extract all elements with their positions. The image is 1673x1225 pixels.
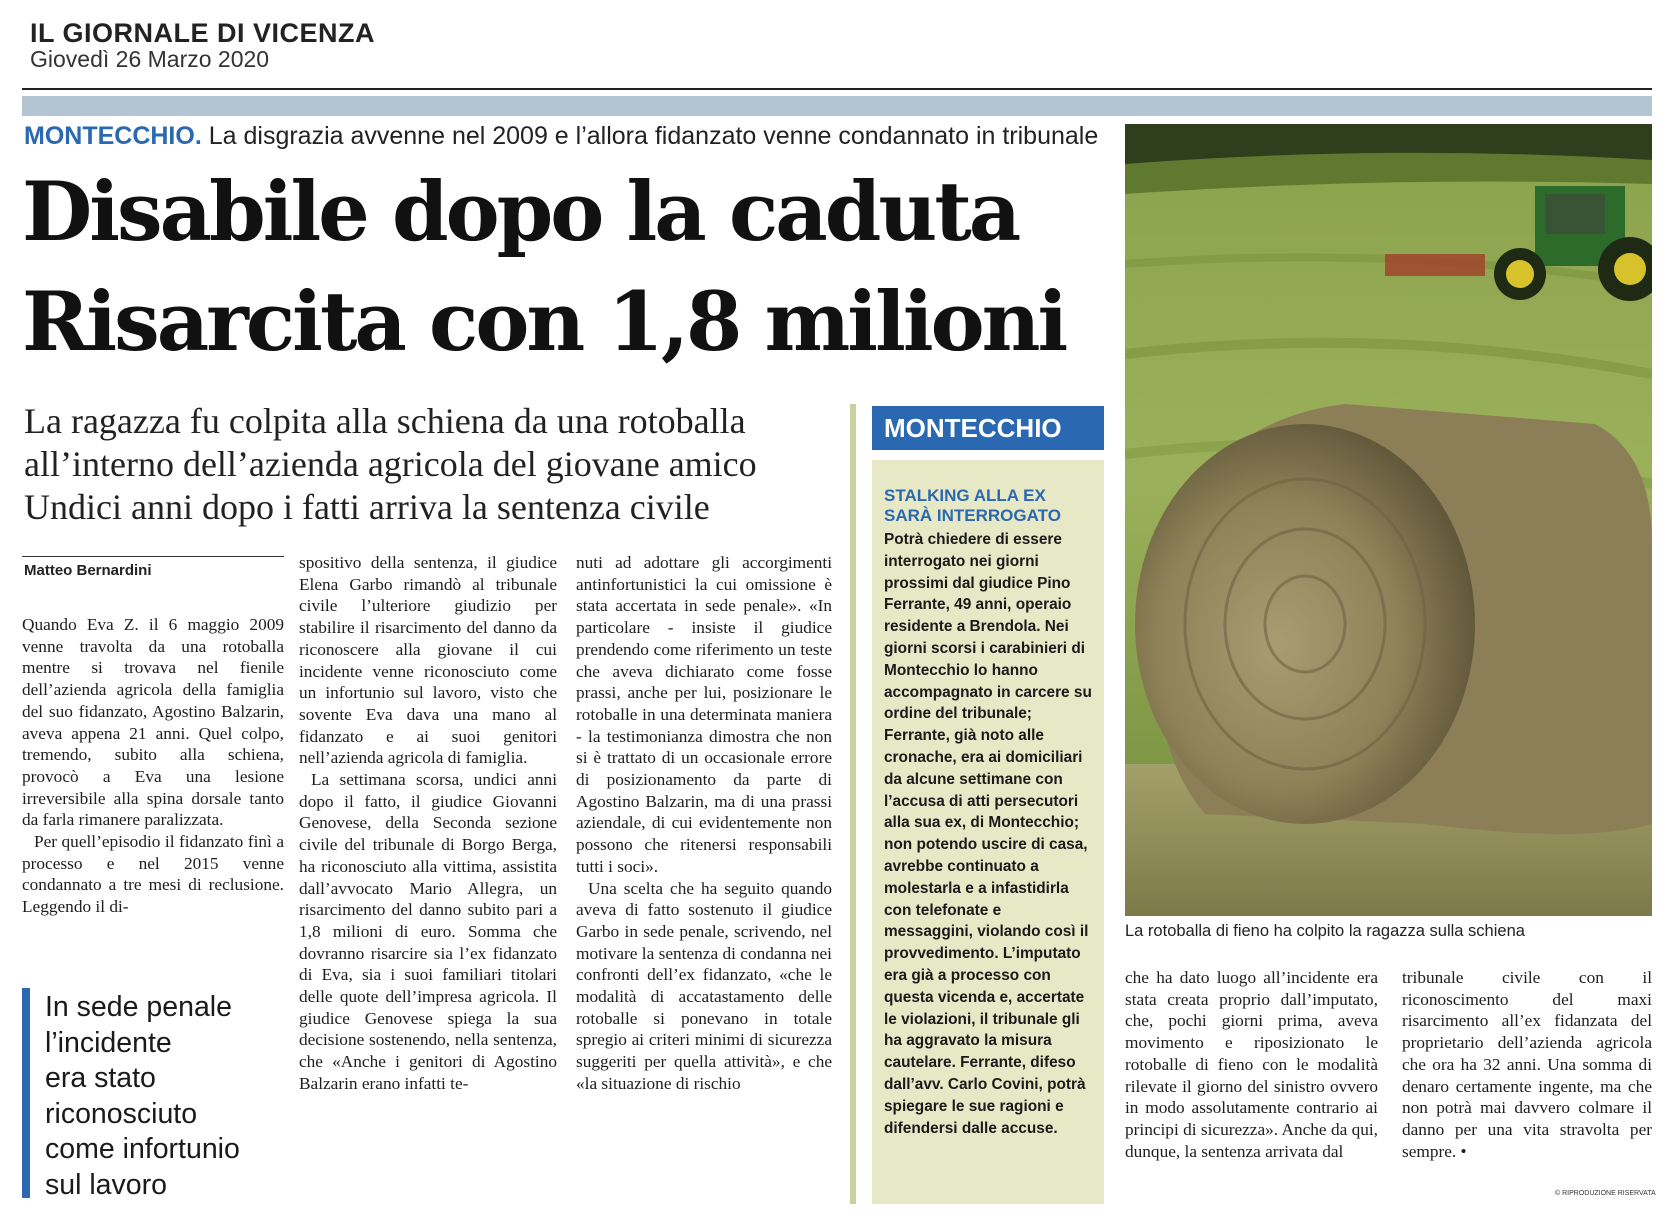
paragraph: nuti ad adottare gli accorgimenti antinfortunistici la cui omissione è stata accertata in sede penale». «In particolare - insiste il giudice prendendo come riferimento un teste che aveva dichiarato come fosse prassi, anche per lui, posizionare le rotoballe in una determinata maniera - la testimonianza dimostra che non si è trattato di un occasionale errore di posizionamento da parte di Agostino Balzarin, ma di una prassi aziendale, di cui evidentemente non possono che ritenersi responsabili tutti i soci». (576, 553, 832, 876)
paragraph: La settimana scorsa, undici anni dopo il fatto, il giudice Giovanni Genovese, della Seconda sezione civile del tribunale di Borgo Berga, ha riconosciuto alla vittima, assistita dall’avvocato Mario Allegra, un risarcimento del danno subito pari a 1,8 milioni di euro. Somma che dovranno risarcire sia l’ex fidanzato di Eva, sia i suoi familiari titolari delle quote dell’impresa agricola. Il giudice Genovese spiega la sua decisione sostenendo, nella sentenza, che «Anche i genitori di Agostino Balzarin erano infatti te- (299, 770, 557, 1093)
sidebar-title (884, 486, 1094, 526)
masthead-date: Giovedì 26 Marzo 2020 (30, 46, 270, 72)
pullquote-bar (22, 988, 30, 1198)
pullquote-line: sul lavoro (45, 1168, 167, 1201)
sidebar-box (872, 460, 1104, 1204)
pullquote-line: come infortunio (45, 1133, 240, 1165)
sidebar-title-line: SARÀ INTERROGATO (884, 506, 1061, 525)
deck-line: La ragazza fu colpita alla schiena da una rotoballa (24, 401, 746, 441)
photo-illustration (1125, 124, 1652, 916)
masthead-rule (22, 88, 1652, 90)
pullquote (45, 990, 285, 1203)
kicker-place: MONTECCHIO. (24, 122, 202, 150)
paragraph: spositivo della sentenza, il giudice Elena Garbo rimandò al tribunale civile l’ulteriore giudizio per stabilire il risarcimento del danno da riconoscere alla giovane il cui incidente venne riconosciuto come un infortunio sul lavoro, visto che sovente Eva dava una mano al fidanzato e ai suoi genitori nell’azienda agricola di famiglia. (299, 553, 557, 768)
paragraph: Quando Eva Z. il 6 maggio 2009 venne travolta da una rotoballa mentre si trovava nel fienile dell’azienda agricola della famiglia del suo fidanzato, Agostino Balzarin, aveva appena 21 anni. Quel colpo, tremendo, subito alla schiena, provocò a Eva una lesione irreversibile alla spina dorsale tanto da farla rimanere paralizzata. (22, 615, 284, 830)
copyright-notice: © RIPRODUZIONE RISERVATA (1555, 1190, 1656, 1197)
kicker-text: La disgrazia avvenne nel 2009 e l’allora fidanzato venne condannato in tribunale (201, 122, 1099, 150)
deck-line: all’interno dell’azienda agricola del giovane amico (24, 444, 757, 484)
sidebar-header: MONTECCHIO (872, 406, 1104, 450)
sidebar-title-line: STALKING ALLA EX (884, 486, 1046, 505)
pullquote-line: riconosciuto (45, 1097, 198, 1130)
headline-line: Disabile dopo la caduta (22, 165, 1019, 260)
hay-bale-photo (1125, 124, 1652, 916)
photo-caption: La rotoballa di fieno ha colpito la ragazza sulla schiena (1125, 922, 1525, 940)
paragraph: Una scelta che ha seguito quando aveva di fatto sostenuto il giudice Garbo in sede penale, scrivendo, nel motivare la sentenza di condanna nei confronti dell’ex fidanzato, «che le modalità di accatastamento delle rotoballe si ponevano in totale spregio ai criteri minimi di sicurezza suggeriti per quella attività», e che «la situazione di rischio (576, 878, 832, 1093)
body-column-2 (299, 552, 557, 1202)
masthead-name: IL GIORNALE DI VICENZA (30, 18, 376, 48)
paragraph: tribunale civile con il riconoscimento del maxi risarcimento all’ex fidanzata del proprietario dell’azienda agricola che ora ha 32 anni. Una somma di denaro certamente ingente, ma che non potrà mai davvero colmare il danno per una vita stravolta per sempre. • (1402, 968, 1652, 1161)
paragraph: che ha dato luogo all’incidente era stata creata proprio dall’imputato, che, pochi giorni prima, aveva movimento e riposizionato le rotoballe di fieno con le modalità rilevate il giorno del sinistro ovvero in modo assolutamente contrario ai principi di sicurezza». Anche da qui, dunque, la sentenza arrivata dal (1125, 968, 1378, 1161)
deck (24, 400, 874, 529)
pullquote-line: In sede penale (45, 991, 232, 1023)
body-column-6 (1402, 967, 1652, 1207)
headline (22, 158, 1122, 378)
deck-line: Undici anni dopo i fatti arriva la sentenza civile (24, 487, 710, 527)
body-column-5 (1125, 967, 1378, 1207)
sidebar-stripe (850, 404, 856, 1204)
body-column-3 (576, 552, 832, 1202)
pullquote-line: era stato (45, 1062, 156, 1094)
paragraph: Per quell’episodio il fidanzato finì a processo e nel 2015 venne condannato a tre mesi di reclusione. Leggendo il di- (22, 832, 284, 917)
headline-line: Risarcita con 1,8 milioni (22, 275, 1066, 370)
body-column-1 (22, 614, 284, 966)
byline: Matteo Bernardini (24, 562, 152, 579)
kicker (24, 122, 1098, 151)
section-band (22, 96, 1652, 116)
sidebar-text: Potrà chiedere di essere interrogato nei giorni prossimi dal giudice Pino Ferrante, 49 anni, operaio residente a Brendola. Nei giorni scorsi i carabinieri di Montecchio lo hanno accompagnato in carcere su ordine del tribunale; Ferrante, già noto alle cronache, era ai domiciliari da alcune settimane con l’accusa di atti persecutori alla sua ex, di Montecchio; non potendo uscire di casa, avrebbe continuato a molestarla e a infastidirla con telefonate e messaggini, violando così il provvedimento. L’imputato era già a processo con questa vicenda e, accertate le violazioni, il tribunale gli ha aggravato la misura cautelare. Ferrante, difeso dall’avv. Carlo Covini, potrà spiegare le sue ragioni e difendersi dalle accuse. (884, 531, 1092, 1137)
byline-rule (22, 556, 284, 557)
pullquote-line: l’incidente (45, 1026, 172, 1059)
